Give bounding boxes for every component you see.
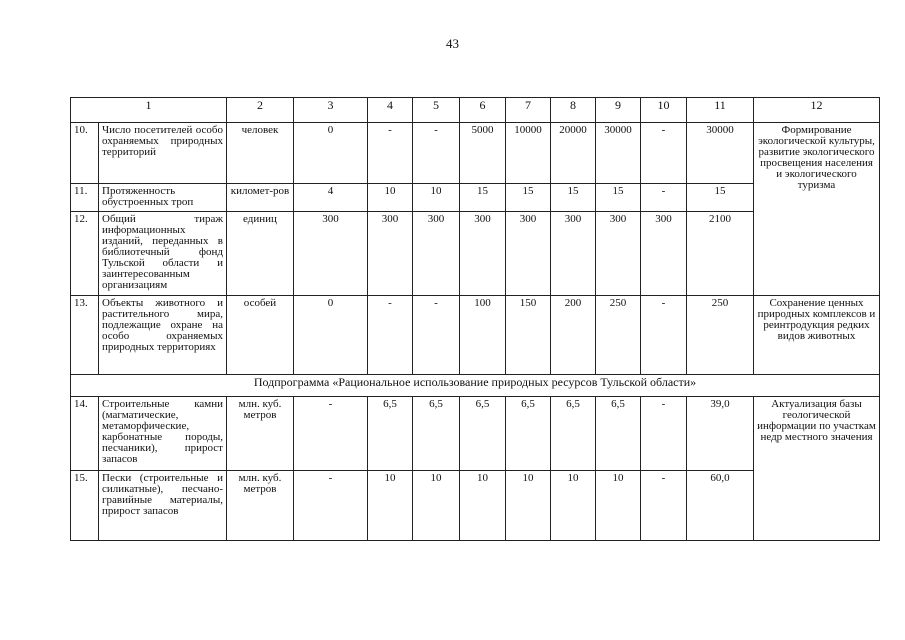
value-cell: 300	[294, 212, 368, 296]
value-cell: 4	[294, 184, 368, 212]
value-cell: 10	[460, 471, 506, 541]
value-cell: 0	[294, 296, 368, 375]
value-cell: 15	[596, 184, 641, 212]
value-cell: 100	[460, 296, 506, 375]
value-cell: 6,5	[460, 397, 506, 471]
value-cell: 6,5	[596, 397, 641, 471]
subprogram-title: Подпрограмма «Рациональное использование природных ресурсов Тульской области»	[71, 375, 880, 397]
header-cell: 11	[687, 98, 754, 123]
row-number: 10.	[71, 123, 99, 184]
value-cell: 6,5	[551, 397, 596, 471]
value-cell: -	[641, 471, 687, 541]
row-number: 11.	[71, 184, 99, 212]
indicator-name: Протяженность обустроенных троп	[99, 184, 227, 212]
goal-cell: Сохранение ценных природных комплексов и реинтродукция редких видов животных	[754, 296, 880, 375]
value-cell: 300	[413, 212, 460, 296]
header-cell: 9	[596, 98, 641, 123]
table-row	[71, 397, 880, 471]
value-cell: -	[641, 296, 687, 375]
header-cell: 2	[227, 98, 294, 123]
value-cell: 10	[413, 471, 460, 541]
indicator-name: Строительные камни (магматические, метаморфические, карбонатные породы, песчаники), прирост запасов	[99, 397, 227, 471]
page-number: 43	[446, 36, 459, 51]
value-cell: 300	[641, 212, 687, 296]
header-cell: 1	[71, 98, 227, 123]
value-cell: 5000	[460, 123, 506, 184]
value-cell: 10	[596, 471, 641, 541]
value-cell: -	[413, 123, 460, 184]
value-cell: 20000	[551, 123, 596, 184]
value-cell: 15	[506, 184, 551, 212]
value-cell: -	[641, 397, 687, 471]
value-cell: 15	[551, 184, 596, 212]
value-cell: -	[641, 184, 687, 212]
value-cell: 6,5	[506, 397, 551, 471]
value-cell: 10	[368, 471, 413, 541]
header-cell: 6	[460, 98, 506, 123]
value-cell: 10	[413, 184, 460, 212]
value-cell: -	[294, 397, 368, 471]
value-cell: 30000	[596, 123, 641, 184]
header-cell: 12	[754, 98, 880, 123]
header-cell: 8	[551, 98, 596, 123]
value-cell: 0	[294, 123, 368, 184]
unit-cell: километ-ров	[227, 184, 294, 212]
value-cell: 60,0	[687, 471, 754, 541]
header-cell: 4	[368, 98, 413, 123]
value-cell: -	[413, 296, 460, 375]
value-cell: 15	[687, 184, 754, 212]
unit-cell: млн. куб. метров	[227, 397, 294, 471]
indicator-name: Пески (строительные и силикатные), песчано-гравийные материалы, прирост запасов	[99, 471, 227, 541]
unit-cell: млн. куб. метров	[227, 471, 294, 541]
row-number: 14.	[71, 397, 99, 471]
header-cell: 10	[641, 98, 687, 123]
value-cell: 10	[506, 471, 551, 541]
value-cell: 250	[687, 296, 754, 375]
goal-cell: Актуализация базы геологической информации по участкам недр местного значения	[754, 397, 880, 541]
value-cell: 6,5	[368, 397, 413, 471]
value-cell: 2100	[687, 212, 754, 296]
value-cell: -	[368, 296, 413, 375]
table-row	[71, 123, 880, 184]
value-cell: 10	[551, 471, 596, 541]
value-cell: 10	[368, 184, 413, 212]
value-cell: 200	[551, 296, 596, 375]
header-cell: 5	[413, 98, 460, 123]
row-number: 15.	[71, 471, 99, 541]
indicator-name: Объекты животного и растительного мира, подлежащие охране на особо охраняемых природных территориях	[99, 296, 227, 375]
row-number: 13.	[71, 296, 99, 375]
value-cell: 6,5	[413, 397, 460, 471]
value-cell: -	[368, 123, 413, 184]
unit-cell: человек	[227, 123, 294, 184]
indicator-name: Число посетителей особо охраняемых природных территорий	[99, 123, 227, 184]
unit-cell: единиц	[227, 212, 294, 296]
header-cell: 7	[506, 98, 551, 123]
value-cell: -	[641, 123, 687, 184]
indicators-table	[70, 97, 880, 541]
table-row	[71, 296, 880, 375]
value-cell: -	[294, 471, 368, 541]
value-cell: 10000	[506, 123, 551, 184]
value-cell: 15	[460, 184, 506, 212]
value-cell: 300	[551, 212, 596, 296]
header-cell: 3	[294, 98, 368, 123]
table-header-row	[71, 98, 880, 123]
value-cell: 250	[596, 296, 641, 375]
value-cell: 39,0	[687, 397, 754, 471]
unit-cell: особей	[227, 296, 294, 375]
indicator-name: Общий тираж информационных изданий, переданных в библиотечный фонд Тульской области и заинтересованным организациям	[99, 212, 227, 296]
goal-cell: Формирование экологической культуры, развитие экологического просвещения населения и экологического туризма	[754, 123, 880, 296]
value-cell: 300	[506, 212, 551, 296]
value-cell: 30000	[687, 123, 754, 184]
value-cell: 300	[368, 212, 413, 296]
row-number: 12.	[71, 212, 99, 296]
value-cell: 150	[506, 296, 551, 375]
value-cell: 300	[596, 212, 641, 296]
value-cell: 300	[460, 212, 506, 296]
subprogram-row	[71, 375, 880, 397]
